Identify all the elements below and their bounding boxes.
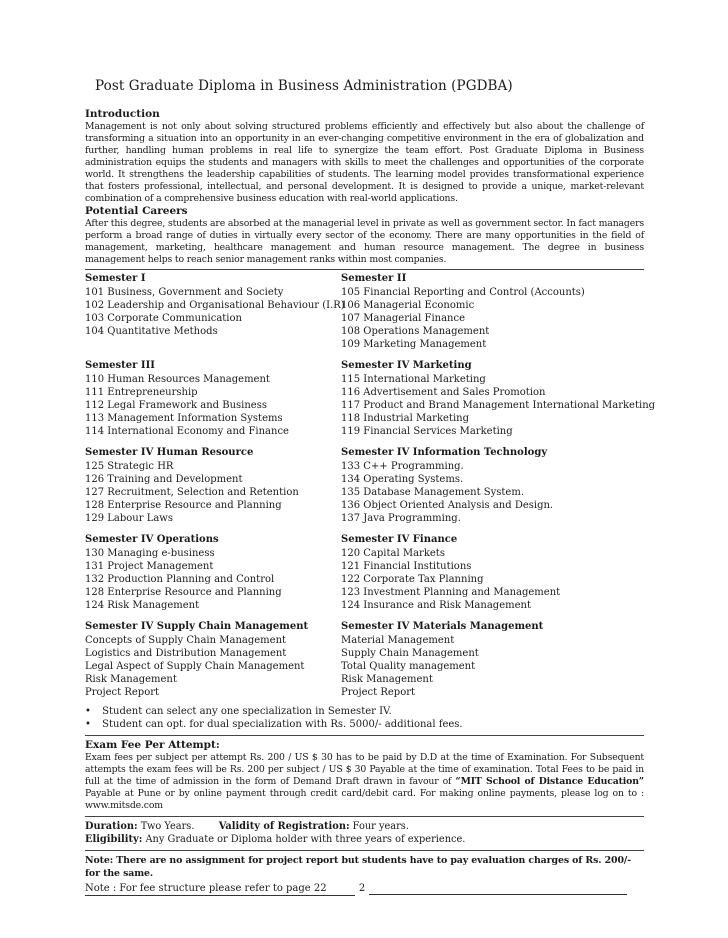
semester-heading: Semester IV Finance [341,534,458,545]
semester-block [85,531,341,612]
semester-heading: Semester IV Information Technology [341,447,548,458]
course-item: 124 Risk Management [85,600,200,611]
divider [85,816,644,817]
course-item: Project Report [341,687,416,698]
eligibility-line [85,833,644,846]
divider [85,735,644,736]
bullet-item [85,718,644,731]
course-item: 131 Project Management [85,561,214,572]
semester-block [341,531,644,612]
semester-block [85,618,341,699]
course-item: 129 Labour Laws [85,513,173,524]
validity-label: Validity of Registration: [218,821,350,832]
course-item: 111 Entrepreneurship [85,387,198,398]
semester-heading: Semester IV Human Resource [85,447,254,458]
semester-heading: Semester IV Operations [85,534,219,545]
course-item: 121 Financial Institutions [341,561,472,572]
course-item: Supply Chain Management [341,648,479,659]
course-item: Total Quality management [341,661,476,672]
divider [85,850,644,851]
course-item: 109 Marketing Management [341,339,487,350]
course-item: 114 International Economy and Finance [85,426,289,437]
course-item: 134 Operating Systems. [341,474,464,485]
page-number: 2 [358,883,366,894]
course-item: Project Report [85,687,160,698]
semester-block [341,357,656,438]
semester-heading: Semester III [85,360,155,371]
course-item: 110 Human Resources Management [85,374,270,385]
course-item: Material Management [341,635,455,646]
assignment-note: Note: There are no assignment for project report but students have to pay evaluation charges of Rs. 200/- for the same. [85,855,631,879]
semester-block [85,270,345,351]
footer-rule [369,883,627,895]
course-item: 120 Capital Markets [341,548,445,559]
careers-heading: Potential Careers [85,205,188,217]
semester-heading: Semester IV Marketing [341,360,472,371]
duration-value: Two Years. [137,821,195,832]
course-item: Risk Management [341,674,433,685]
course-item: 105 Financial Reporting and Control (Accounts) [341,287,585,298]
exam-heading: Exam Fee Per Attempt: [85,739,220,751]
course-item: 119 Financial Services Marketing [341,426,513,437]
bullet-item [85,705,644,718]
course-item: 117 Product and Brand Management International Marketing [341,400,656,411]
course-item: 101 Business, Government and Society [85,287,284,298]
course-item: 118 Industrial Marketing [341,413,469,424]
exam-payee: “MIT School of Distance Education” [455,776,645,787]
bullet-text: Student can opt. for dual specialization with Rs. 5000/- additional fees. [99,719,463,730]
course-item: Risk Management [85,674,177,685]
semester-block [341,444,644,525]
validity-value: Four years. [349,821,409,832]
course-item: 137 Java Programming. [341,513,461,524]
course-item: 128 Enterprise Resource and Planning [85,587,282,598]
course-item: 113 Management Information Systems [85,413,283,424]
course-item: 123 Investment Planning and Management [341,587,561,598]
course-item: 127 Recruitment, Selection and Retention [85,487,299,498]
bullet-icon: • [85,706,91,717]
course-item: 135 Database Management System. [341,487,525,498]
page-title: Post Graduate Diploma in Business Administration (PGDBA) [95,78,513,94]
course-item: 128 Enterprise Resource and Planning [85,500,282,511]
course-item: 106 Managerial Economic [341,300,475,311]
semester-heading: Semester IV Materials Management [341,621,544,632]
course-item: 108 Operations Management [341,326,490,337]
course-item: Concepts of Supply Chain Management [85,635,287,646]
introduction-heading: Introduction [85,108,160,120]
course-item: 132 Production Planning and Control [85,574,275,585]
semester-heading: Semester II [341,273,407,284]
eligibility-label: Eligibility: [85,834,143,845]
course-item: 107 Managerial Finance [341,313,466,324]
exam-text-1: Exam fees per subject per attempt Rs. 200 / US $ 30 has to be paid by D.D at the time of Examination. For Subsequent attempts the exam fees will be Rs. 200 per subject / US $ 30 Payable at the time of examination. Total Fees to be paid in full at the time of admission in the form of Demand Draft drawn in favour of [85,752,644,787]
semester-block [341,618,644,699]
careers-text: After this degree, students are absorbed at the managerial level in private as well as government sector. In fact managers perform a broad range of duties in virtually every sector of the economy. There are many opportunities in the field of management, marketing, healthcare management and human resource management. The degree in business management helps to reach senior management ranks within most companies. [85,218,644,265]
course-item: 116 Advertisement and Sales Promotion [341,387,546,398]
course-item: 136 Object Oriented Analysis and Design. [341,500,554,511]
semester-block [85,444,341,525]
semester-block [341,270,644,351]
course-item: 125 Strategic HR [85,461,174,472]
bullet-icon: • [85,719,91,730]
course-item: 130 Managing e-business [85,548,215,559]
course-item: 102 Leadership and Organisational Behaviour (I.R) [85,300,345,311]
exam-text [85,752,644,812]
course-item: 133 C++ Programming. [341,461,464,472]
semester-grid [85,270,656,705]
course-item: 115 International Marketing [341,374,486,385]
fee-structure-note: Note : For fee structure please refer to page 22 [85,883,355,896]
introduction-text: Management is not only about solving structured problems efficiently and effectively but also about the challenge of transforming a situation into an opportunity in an ever-changing competitive environment in the era of globalization and further, handling human problems in real life to synergize the team effort. Post Graduate Diploma in Business administration equips the students and managers with skills to meet the challenges and opportunities of the corporate world. It strengthens the leadership capabilities of students. The learning model provides transformational experience that fosters professional, intellectual, and personal development. It is designed to provide a unique, market-relevant combination of a comprehensive business education with real-world applications. [85,121,644,204]
course-item: Legal Aspect of Supply Chain Management [85,661,305,672]
course-item: 103 Corporate Communication [85,313,242,324]
bullet-text: Student can select any one specialization in Semester IV. [99,706,392,717]
semester-heading: Semester IV Supply Chain Management [85,621,309,632]
document-body [85,78,656,880]
page-footer [85,883,644,896]
course-item: Logistics and Distribution Management [85,648,287,659]
duration-line [85,820,644,833]
course-item: 122 Corporate Tax Planning [341,574,484,585]
eligibility-value: Any Graduate or Diploma holder with three years of experience. [142,834,466,845]
semester-heading: Semester I [85,273,146,284]
course-item: 104 Quantitative Methods [85,326,218,337]
course-item: 126 Training and Development [85,474,243,485]
course-item: 112 Legal Framework and Business [85,400,267,411]
course-item: 124 Insurance and Risk Management [341,600,531,611]
exam-text-2: Payable at Pune or by online payment through credit card/debit card. For making online payments, please log on to : www.mitsde.com [85,788,644,811]
duration-label: Duration: [85,821,138,832]
semester-block [85,357,341,438]
